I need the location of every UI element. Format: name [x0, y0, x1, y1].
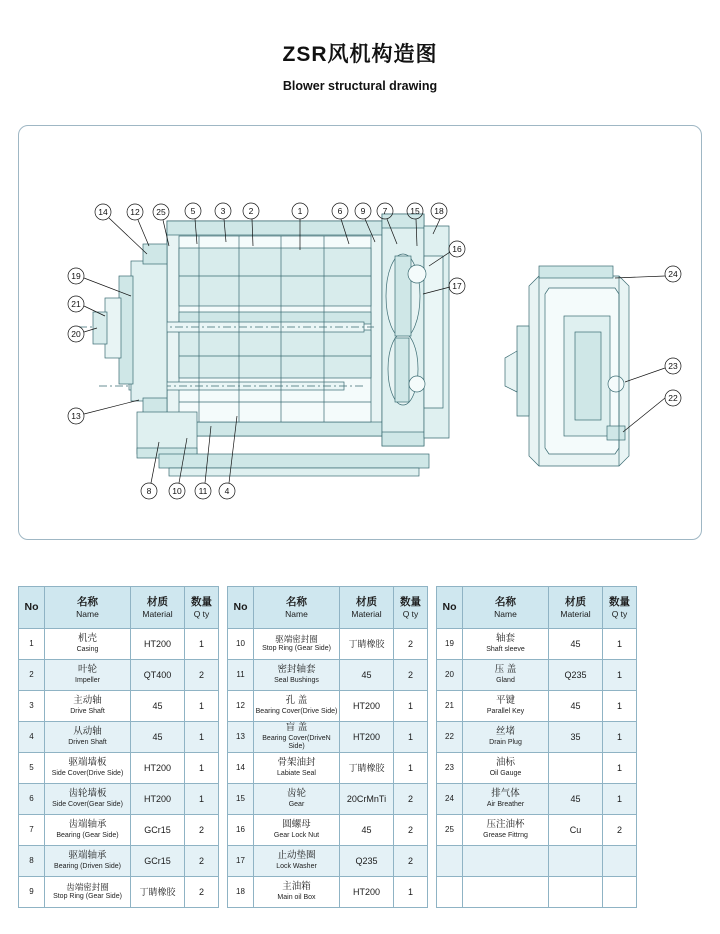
page-title-cn: ZSR风机构造图: [282, 43, 438, 66]
header-material-cn: 材质: [147, 595, 168, 608]
cell-qty: 1: [394, 722, 428, 753]
cell-name: [45, 784, 131, 815]
cell-qty: 1: [603, 691, 637, 722]
cell-qty: 1: [603, 784, 637, 815]
svg-text:1: 1: [297, 206, 303, 216]
table-row: [228, 629, 428, 660]
cell-material: 丁睛橡胶: [340, 629, 394, 660]
parts-table-1-body: [19, 629, 219, 908]
table-row: [19, 722, 219, 753]
cell-name: [463, 660, 549, 691]
cell-name: [254, 629, 340, 660]
cell-material: HT200: [340, 722, 394, 753]
cell-name-en: Labiate Seal: [277, 769, 316, 777]
cell-name: [45, 722, 131, 753]
page-header: [0, 0, 720, 93]
cell-name-en: Driven Shaft: [68, 738, 107, 746]
table-row: [437, 722, 637, 753]
cell-material: 45: [549, 629, 603, 660]
header-material-en: Material: [142, 608, 173, 619]
svg-text:19: 19: [71, 271, 81, 281]
cell-name-en: Air Breather: [486, 800, 525, 808]
table-row: [19, 691, 219, 722]
cell-qty: 1: [394, 691, 428, 722]
cell-name-en: Lock Washer: [276, 862, 317, 870]
cell-name-cn: 驱端密封圈: [275, 633, 318, 644]
cell-name: [463, 815, 549, 846]
header-name: 名称 Name: [463, 587, 549, 629]
header-no: [19, 587, 45, 629]
cell-name-cn: 排气体: [491, 788, 520, 800]
svg-text:4: 4: [224, 486, 230, 496]
cell-name-cn: 丝堵: [495, 726, 515, 738]
cell-name: [254, 660, 340, 691]
cell-qty: 1: [603, 629, 637, 660]
cell-name: [254, 784, 340, 815]
header-qty: 数量 Q ty: [394, 587, 428, 629]
cell-name: [254, 846, 340, 877]
svg-text:21: 21: [71, 299, 81, 309]
svg-text:8: 8: [146, 486, 152, 496]
cell-qty: 2: [394, 846, 428, 877]
cell-qty: 2: [394, 629, 428, 660]
table-row: [437, 784, 637, 815]
table-header-row: [19, 587, 219, 629]
cell-empty: [463, 877, 549, 908]
cell-material: HT200: [340, 877, 394, 908]
table-row: [228, 815, 428, 846]
table-row: [19, 846, 219, 877]
cell-name-en: Drive Shaft: [70, 707, 105, 715]
cell-name-en: Impeller: [75, 676, 100, 684]
cell-qty: 1: [394, 877, 428, 908]
cell-name-cn: 止动垫圈: [277, 850, 316, 862]
cell-no: 23: [437, 753, 463, 784]
cell-no: 3: [19, 691, 45, 722]
cell-material: 45: [549, 784, 603, 815]
cell-name: [45, 753, 131, 784]
cell-name-en: Bearing (Gear Side): [56, 831, 119, 839]
cell-name: [45, 877, 131, 908]
cell-material: 丁睛橡胶: [131, 877, 185, 908]
cell-no: 24: [437, 784, 463, 815]
cell-material: HT200: [340, 691, 394, 722]
cell-name-cn: 驱端墙板: [68, 757, 107, 769]
svg-text:5: 5: [190, 206, 196, 216]
parts-table-1: [18, 586, 219, 908]
cell-material: QT400: [131, 660, 185, 691]
cell-name-cn: 盲 盖: [285, 721, 308, 733]
cell-name: [45, 691, 131, 722]
cell-material: 45: [131, 691, 185, 722]
table-row: [437, 753, 637, 784]
cell-no: 22: [437, 722, 463, 753]
table-row: [19, 877, 219, 908]
cell-material: 35: [549, 722, 603, 753]
cell-name-en: Gear: [288, 800, 305, 808]
cell-name-cn: 从动轴: [73, 726, 102, 738]
cell-no: 5: [19, 753, 45, 784]
cell-name-cn: 密封轴套: [277, 664, 316, 676]
cell-empty: [463, 846, 549, 877]
header-qty-cn: 数量: [191, 595, 212, 608]
cell-no: 14: [228, 753, 254, 784]
cell-empty: [603, 877, 637, 908]
svg-text:22: 22: [668, 393, 678, 403]
cell-no: 20: [437, 660, 463, 691]
cell-material: [549, 753, 603, 784]
cell-material: Q235: [549, 660, 603, 691]
cell-qty: 1: [185, 722, 219, 753]
cell-qty: 1: [603, 660, 637, 691]
cell-no: 13: [228, 722, 254, 753]
cell-no: 16: [228, 815, 254, 846]
header-no: No: [228, 587, 254, 629]
svg-text:3: 3: [220, 206, 226, 216]
cell-name: [254, 815, 340, 846]
cell-no: 25: [437, 815, 463, 846]
cell-name: [254, 877, 340, 908]
cell-name-en: Seal Bushings: [274, 676, 319, 684]
cell-material: 45: [340, 660, 394, 691]
cell-no: 2: [19, 660, 45, 691]
header-material: 材质 Material: [340, 587, 394, 629]
cell-material: 45: [549, 691, 603, 722]
cell-material: HT200: [131, 753, 185, 784]
table-row: [228, 784, 428, 815]
parts-table-3: [436, 586, 637, 908]
cell-qty: 2: [394, 815, 428, 846]
svg-text:2: 2: [248, 206, 254, 216]
header-no: No: [437, 587, 463, 629]
table-row: [19, 784, 219, 815]
cell-qty: 2: [603, 815, 637, 846]
cell-empty: [549, 846, 603, 877]
cell-no: 12: [228, 691, 254, 722]
parts-tables: [18, 586, 702, 908]
cell-name-en: Casing: [76, 645, 99, 653]
cell-name-cn: 齿轮墙板: [68, 788, 107, 800]
cell-empty: [437, 846, 463, 877]
svg-text:10: 10: [172, 486, 182, 496]
cell-material: 45: [340, 815, 394, 846]
parts-table-3-body: [437, 629, 637, 908]
cell-material: HT200: [131, 629, 185, 660]
table-row: [19, 629, 219, 660]
table-row-empty: [437, 846, 637, 877]
cell-qty: 1: [185, 753, 219, 784]
cell-qty: 1: [603, 753, 637, 784]
cell-name-en: Bearing Cover(DriveN Side): [262, 734, 331, 750]
header-name-en: Name: [76, 608, 99, 619]
cell-qty: 2: [185, 815, 219, 846]
cell-name-cn: 压注油杯: [486, 819, 525, 831]
drawing-frame: [18, 125, 702, 540]
table-row: [228, 846, 428, 877]
cell-qty: 2: [185, 660, 219, 691]
cell-name-cn: 孔 盖: [285, 695, 308, 707]
cell-qty: 2: [185, 877, 219, 908]
header-qty-en: Q ty: [193, 608, 210, 619]
table-row: [228, 691, 428, 722]
cell-material: HT200: [131, 784, 185, 815]
table-row: [228, 660, 428, 691]
cell-no: 17: [228, 846, 254, 877]
svg-text:25: 25: [156, 207, 166, 217]
cell-name-en: Stop Ring (Gear Side): [53, 893, 122, 901]
cell-name: [45, 629, 131, 660]
header-name-cn: 名称: [77, 595, 98, 608]
cell-no: 4: [19, 722, 45, 753]
svg-text:23: 23: [668, 361, 678, 371]
cell-qty: 1: [185, 691, 219, 722]
cell-empty: [603, 846, 637, 877]
header-material: 材质 Material: [549, 587, 603, 629]
cell-name: [45, 846, 131, 877]
cell-name: [463, 629, 549, 660]
cell-name-en: Gear Lock Nut: [273, 831, 320, 839]
cell-material: Q235: [340, 846, 394, 877]
cell-name-cn: 圆螺母: [282, 819, 311, 831]
cell-no: 21: [437, 691, 463, 722]
table-row: [437, 815, 637, 846]
cell-no: 19: [437, 629, 463, 660]
table-header-row: [437, 587, 637, 629]
parts-table-2: [227, 586, 428, 908]
cell-name-en: Shaft sleeve: [486, 645, 525, 653]
cell-name-cn: 轴套: [495, 633, 515, 645]
svg-text:9: 9: [360, 206, 366, 216]
cell-qty: 1: [394, 753, 428, 784]
cell-name-cn: 油标: [495, 757, 515, 769]
cell-name: [45, 660, 131, 691]
svg-text:15: 15: [410, 206, 420, 216]
cell-name-cn: 机壳: [77, 633, 97, 645]
table-row: [228, 722, 428, 753]
cell-qty: 2: [185, 846, 219, 877]
cell-name-cn: 压 盖: [494, 664, 517, 676]
cell-material: Cu: [549, 815, 603, 846]
table-row: [19, 815, 219, 846]
svg-text:6: 6: [337, 206, 343, 216]
cell-name: [463, 753, 549, 784]
svg-text:17: 17: [452, 281, 462, 291]
cell-name: [254, 753, 340, 784]
cell-name-en: Stop Ring (Gear Side): [262, 645, 331, 653]
cell-name: [463, 784, 549, 815]
cell-no: 6: [19, 784, 45, 815]
cell-qty: 1: [185, 629, 219, 660]
header-name: [45, 587, 131, 629]
cell-name-en: Drain Plug: [489, 738, 522, 746]
cell-name-en: Gland: [496, 676, 515, 684]
header-qty: [185, 587, 219, 629]
cell-material: 丁睛橡胶: [340, 753, 394, 784]
cell-qty: 2: [394, 660, 428, 691]
cell-no: 7: [19, 815, 45, 846]
cell-qty: 2: [394, 784, 428, 815]
cell-name: [45, 815, 131, 846]
cell-name-en: Bearing Cover(Drive Side): [255, 707, 338, 715]
cell-name: [254, 691, 340, 722]
cell-empty: [549, 877, 603, 908]
svg-text:14: 14: [98, 207, 108, 217]
cell-empty: [437, 877, 463, 908]
cell-name-en: Bearing (Driven Side): [54, 862, 121, 870]
cell-no: 9: [19, 877, 45, 908]
cell-no: 1: [19, 629, 45, 660]
header-no-cn: No: [24, 601, 39, 614]
header-qty: 数量 Q ty: [603, 587, 637, 629]
cell-name: [254, 722, 340, 753]
cell-qty: 1: [185, 784, 219, 815]
cell-name-cn: 齿端密封圈: [66, 881, 109, 892]
parts-table-2-body: [228, 629, 428, 908]
table-header-row: [228, 587, 428, 629]
cell-name-cn: 主动轴: [73, 695, 102, 707]
cell-name-cn: 齿轮: [286, 788, 306, 800]
cell-name-cn: 骨架油封: [277, 757, 316, 769]
cell-no: 15: [228, 784, 254, 815]
cell-name: [463, 722, 549, 753]
svg-text:16: 16: [452, 244, 462, 254]
cell-name-cn: 叶轮: [77, 664, 97, 676]
header-material: [131, 587, 185, 629]
cell-material: GCr15: [131, 815, 185, 846]
svg-text:18: 18: [434, 206, 444, 216]
table-row: [437, 691, 637, 722]
header-name: 名称 Name: [254, 587, 340, 629]
table-row: [228, 753, 428, 784]
table-row: [19, 753, 219, 784]
cell-name-en: Main oil Box: [277, 893, 316, 901]
table-row: [228, 877, 428, 908]
cell-material: 20CrMnTi: [340, 784, 394, 815]
table-row: [437, 629, 637, 660]
svg-text:12: 12: [130, 207, 140, 217]
cell-no: 8: [19, 846, 45, 877]
svg-text:11: 11: [198, 486, 208, 496]
cell-name-en: Oil Gauge: [489, 769, 522, 777]
cell-no: 11: [228, 660, 254, 691]
svg-text:20: 20: [71, 329, 81, 339]
svg-text:24: 24: [668, 269, 678, 279]
table-row: [19, 660, 219, 691]
cell-no: 10: [228, 629, 254, 660]
cell-no: 18: [228, 877, 254, 908]
page-title-en: Blower structural drawing: [282, 79, 438, 93]
cell-name: [463, 691, 549, 722]
svg-text:13: 13: [71, 411, 81, 421]
cell-material: 45: [131, 722, 185, 753]
cell-name-en: Parallel Key: [486, 707, 525, 715]
blower-cross-section-drawing: [19, 126, 701, 539]
cell-name-cn: 主油箱: [282, 881, 311, 893]
cell-name-en: Grease Fittrng: [483, 831, 528, 839]
cell-material: GCr15: [131, 846, 185, 877]
cell-name-en: Side Cover(Gear Side): [52, 800, 123, 808]
cell-name-cn: 平键: [495, 695, 515, 707]
cell-name-cn: 驱端轴承: [68, 850, 107, 862]
cell-name-cn: 齿端轴承: [68, 819, 107, 831]
cell-name-en: Side Cover(Drive Side): [51, 769, 124, 777]
cell-qty: 1: [603, 722, 637, 753]
table-row-empty: [437, 877, 637, 908]
svg-text:7: 7: [382, 206, 388, 216]
table-row: [437, 660, 637, 691]
